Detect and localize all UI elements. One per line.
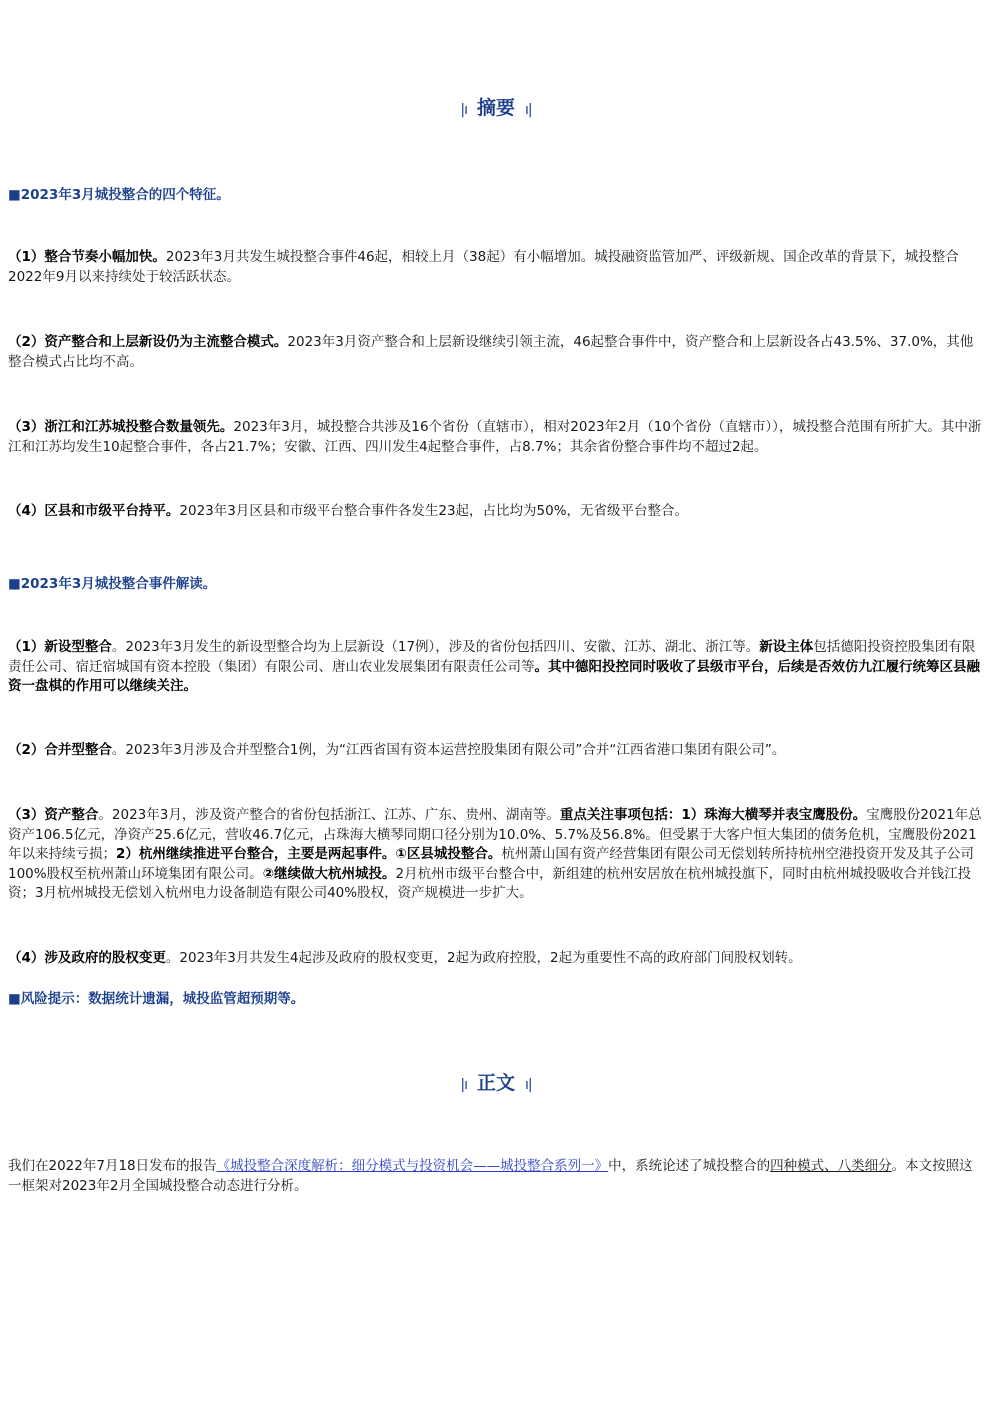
event-2-lead: （2）合并型整合 <box>8 742 112 758</box>
feature-paragraph-3 <box>8 418 986 457</box>
event-3-text-d: 2月杭州市级平台整合中，新组建的杭州安居放在杭州城投旗下，同时由杭州城投吸收合并钱江投资；3月杭州城投无偿划入杭州电力设备制造有限公司40%股权，资产规模进一步扩大。 <box>8 865 972 901</box>
event-2-text: 。2023年3月涉及合并型整合1例，为“江西省国有资本运营控股集团有限公司”合并“江西省港口集团有限公司”。 <box>111 742 786 758</box>
body-text-c: 。本文按照这一框架对2023年2月全国城投整合动态进行分析。 <box>8 1158 973 1194</box>
main-text-heading <box>0 1068 992 1095</box>
feature-paragraph-4 <box>8 502 986 522</box>
body-text-a: 我们在2022年7月18日发布的报告 <box>8 1158 217 1174</box>
event-4-lead: （4）涉及政府的股权变更 <box>8 950 166 966</box>
event-paragraph-3 <box>8 806 986 904</box>
feature-4-lead: （4）区县和市级平台持平。 <box>8 503 180 519</box>
event-3-text-b: 宝鹰股份2021年总资产106.5亿元，净资产25.6亿元，营收46.7亿元，占珠海大横琴同期口径分别为10.0%、5.7%及56.8%。但受累于大客户恒大集团的债务危机，宝鹰股份2021年以来持续亏损； <box>8 807 982 862</box>
abstract-heading <box>0 93 992 120</box>
event-4-text: 。2023年3月共发生4起涉及政府的股权变更，2起为政府控股，2起为重要性不高的政府部门间股权划转。 <box>165 950 802 966</box>
event-paragraph-2 <box>8 741 986 761</box>
heading-bar-right: ı| <box>525 102 532 118</box>
event-3-text-c: 杭州萧山国有资产经营集团有限公司无偿划转所持杭州空港投资开发及其子公司100%股权至杭州萧山环境集团有限公司。 <box>8 846 974 882</box>
risk-warning: ■风险提示：数据统计遗漏，城投监管超预期等。 <box>8 991 305 1007</box>
feature-1-lead: （1）整合节奏小幅加快。 <box>8 249 166 265</box>
event-1-text-b: 包括德阳投资控股集团有限责任公司、宿迁宿城国有资本控股（集团）有限公司、唐山农业发展集团有限责任公司等 <box>8 639 976 675</box>
heading-bar-left: |ı <box>460 102 467 118</box>
event-3-bold-d: ②继续做大杭州城投。 <box>262 865 396 882</box>
event-1-bold-b: 新设主体 <box>759 639 814 655</box>
heading-bar-left: |ı <box>460 1077 467 1093</box>
event-1-text-a: 。2023年3月发生的新设型整合均为上层新设（17例），涉及的省份包括四川、安徽、江苏、湖北、浙江等。 <box>111 639 760 655</box>
event-paragraph-1 <box>8 638 986 697</box>
body-text-b: 中，系统论述了城投整合的 <box>608 1158 771 1174</box>
section-title-events: ■2023年3月城投整合事件解读。 <box>8 576 217 592</box>
event-3-bold-c: 2）杭州继续推进平台整合，主要是两起事件。①区县城投整合。 <box>116 846 502 862</box>
heading-bar-right: ı| <box>525 1077 532 1093</box>
event-3-bold-b: 重点关注事项包括：1）珠海大横琴并表宝鹰股份。 <box>559 807 867 823</box>
abstract-title: 摘要 <box>476 97 515 119</box>
section-title-features: ■2023年3月城投整合的四个特征。 <box>8 187 230 203</box>
feature-paragraph-2 <box>8 333 986 372</box>
event-1-lead: （1）新设型整合 <box>8 639 112 655</box>
report-link[interactable]: 《城投整合深度解析：细分模式与投资机会——城投整合系列一》 <box>216 1158 609 1174</box>
framework-underlined: 四种模式、八类细分 <box>770 1158 892 1174</box>
feature-3-text: 2023年3月，城投整合共涉及16个省份（直辖市），相对2023年2月（10个省份（直辖市）），城投整合范围有所扩大。其中浙江和江苏均发生10起整合事件，各占21.7%；安徽、江西、四川发生4起整合事件，占8.7%；其余省份整合事件均不超过2起。 <box>8 419 982 455</box>
event-paragraph-4 <box>8 949 986 969</box>
feature-1-text: 2023年3月共发生城投整合事件46起，相较上月（38起）有小幅增加。城投融资监管加严、评级新规、国企改革的背景下，城投整合2022年9月以来持续处于较活跃状态。 <box>8 249 959 285</box>
event-3-lead: （3）资产整合 <box>8 807 99 823</box>
main-text-title: 正文 <box>476 1072 515 1094</box>
event-1-bold-c: 。其中德阳投控同时吸收了县级市平台，后续是否效仿九江履行统筹区县融资一盘棋的作用可以继续关注。 <box>8 658 980 694</box>
feature-2-lead: （2）资产整合和上层新设仍为主流整合模式。 <box>8 334 288 350</box>
feature-4-text: 2023年3月区县和市级平台整合事件各发生23起，占比均为50%，无省级平台整合。 <box>179 503 689 519</box>
event-3-text-a: 。2023年3月，涉及资产整合的省份包括浙江、江苏、广东、贵州、湖南等。 <box>98 807 560 823</box>
feature-2-text: 2023年3月资产整合和上层新设继续引领主流，46起整合事件中，资产整合和上层新设各占43.5%、37.0%，其他整合模式占比均不高。 <box>8 334 974 370</box>
feature-3-lead: （3）浙江和江苏城投整合数量领先。 <box>8 419 234 435</box>
body-paragraph <box>8 1157 986 1196</box>
feature-paragraph-1 <box>8 248 986 287</box>
